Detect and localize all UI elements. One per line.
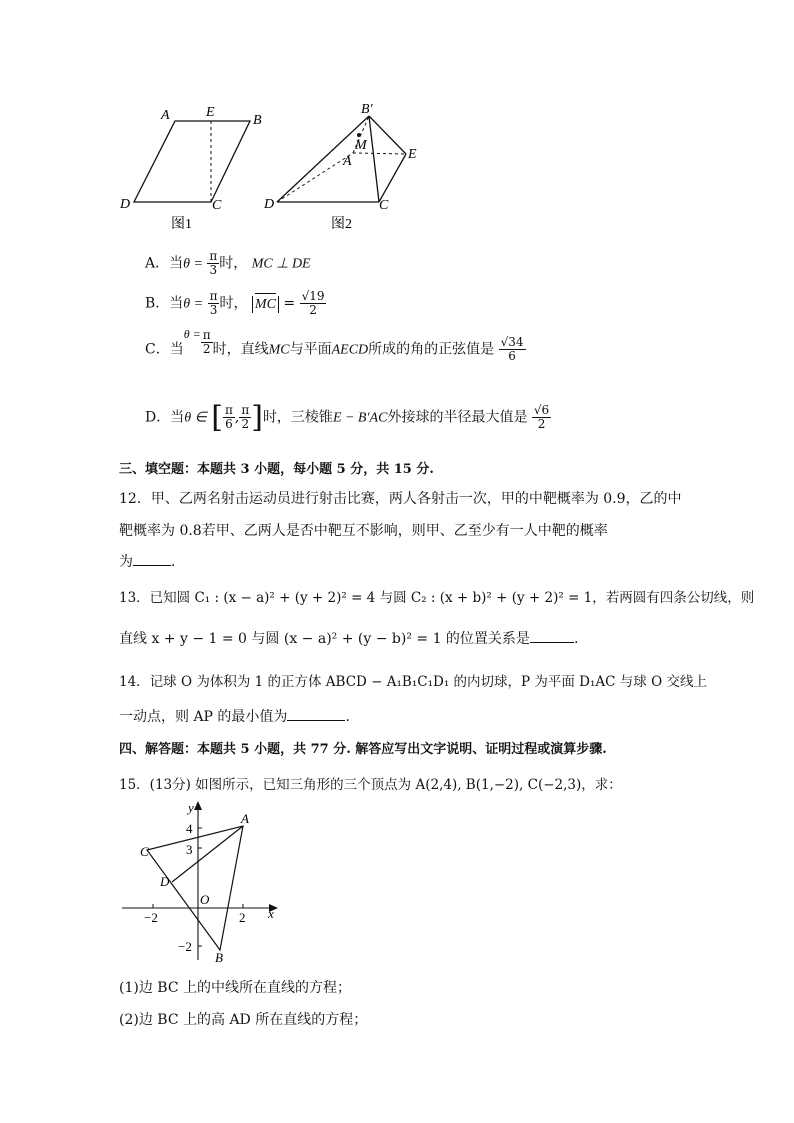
interval-comma: , <box>234 409 240 426</box>
q14-end: . <box>345 709 350 725</box>
option-a-frac <box>207 250 219 277</box>
frac-num: π <box>202 328 211 342</box>
option-a-statement: MC ⊥ DE <box>251 256 311 272</box>
label-b: B <box>253 113 262 128</box>
y-axis-arrow <box>194 801 202 810</box>
frac-den: 6 <box>508 349 516 363</box>
q12-prefix: 为 <box>119 554 133 570</box>
frac-num: π <box>241 403 250 417</box>
frac-den: 2 <box>537 417 546 431</box>
q12-line-2: 靶概率为 0.8若甲、乙两人是否中靶互不影响，则甲、乙至少有一人中靶的概率 <box>119 523 608 539</box>
frac-num: √34 <box>500 335 524 349</box>
origin-label: O <box>200 892 210 907</box>
point-m <box>357 133 361 137</box>
option-c-result <box>499 336 526 363</box>
interval-open: [ <box>211 400 223 435</box>
q14-answer-blank[interactable] <box>287 708 345 721</box>
vector-arrow <box>255 293 276 294</box>
option-d-tetrahedron: E − B′AC <box>332 410 388 426</box>
tick-label-x-pos: 2 <box>239 910 246 925</box>
q13-answer-blank[interactable] <box>530 630 574 643</box>
q12-answer-blank[interactable] <box>133 553 171 566</box>
option-b-theta: θ = <box>183 296 204 312</box>
option-b-result <box>300 290 327 317</box>
edge-bp-d <box>277 116 369 202</box>
q13-line-1: 13．已知圆 C₁ : (x − a)² + (y + 2)² = 4 与圆 C₂ : (x + b)² + (y + 2)² = 1，若两圆有四条公切线，则 <box>119 590 755 606</box>
edge-d-a <box>277 153 353 202</box>
option-c-t1: 与平面 <box>289 341 332 358</box>
option-c <box>145 327 526 363</box>
point-a-label: A <box>241 811 249 826</box>
label-c2: C <box>379 198 389 213</box>
edge-e-c <box>379 154 406 202</box>
frac-den: 3 <box>209 263 218 277</box>
option-d-frac2 <box>239 404 251 431</box>
option-d-theta: θ ∈ <box>184 410 207 426</box>
figure-2-caption: 图2 <box>331 217 352 232</box>
frac-num: √6 <box>533 403 550 417</box>
option-c-mid: 时，直线 <box>212 341 269 358</box>
vector-mc-magnitude <box>252 296 279 313</box>
option-a-prefix: A．当 <box>145 255 184 272</box>
tick-label-y3: 3 <box>186 842 193 857</box>
option-c-prefix: C．当 <box>145 341 184 358</box>
q14-line-2 <box>119 706 350 726</box>
option-a-theta: θ = <box>183 256 203 272</box>
label-e: E <box>206 105 215 120</box>
frac-num: π <box>209 249 218 263</box>
option-c-mc: MC <box>268 342 290 358</box>
tick-label-x-neg: −2 <box>144 910 158 925</box>
option-d-prefix: D．当 <box>145 409 185 426</box>
option-a <box>145 250 311 277</box>
option-b-frac <box>208 290 220 317</box>
label-d2: D <box>264 197 275 212</box>
figure-3-coordinate-plot <box>118 798 288 966</box>
q13-end: . <box>573 631 579 647</box>
label-c: C <box>212 198 222 213</box>
label-e2: E <box>408 147 417 162</box>
q15-sub-2: (2)边 BC 上的高 AD 所在直线的方程； <box>119 1012 368 1028</box>
tick-label-y-neg: −2 <box>178 939 192 954</box>
vector-mc: MC <box>254 296 276 312</box>
option-c-plane: AECD <box>331 342 369 358</box>
option-d-t2: 外接球的半径最大值是 <box>387 409 528 426</box>
option-d-mid: 时，三棱锥 <box>262 409 333 426</box>
option-c-t2: 所成的角的正弦值是 <box>368 341 495 358</box>
frac-den: 2 <box>309 303 317 317</box>
q15-sub-1: (1)边 BC 上的中线所在直线的方程； <box>119 980 351 996</box>
option-a-mid: 时， <box>219 255 248 272</box>
frac-den: 6 <box>225 417 233 431</box>
point-c-label: C <box>140 844 149 859</box>
edge-bp-e <box>369 116 406 154</box>
axis-y-label: y <box>188 800 194 815</box>
figure-1-caption: 图1 <box>171 217 192 232</box>
frac-num: π <box>209 289 218 303</box>
q12-line-1: 12．甲、乙两名射击运动员进行射击比赛，两人各射击一次，甲的中靶概率为 0.9，乙的中 <box>119 491 682 507</box>
q14-line-1: 14．记球 O 为体积为 1 的正方体 ABCD − A₁B₁C₁D₁ 的内切球，P 为平面 D₁AC 与球 O 交线上 <box>119 674 707 690</box>
section-3-heading: 三、填空题：本题共 3 小题，每小题 5 分，共 15 分. <box>119 462 434 477</box>
option-c-theta: θ = <box>183 327 201 341</box>
interval-close: ] <box>251 400 263 435</box>
section-4-heading: 四、解答题：本题共 5 小题，共 77 分. 解答应写出文字说明、证明过程或演算步骤. <box>119 742 607 757</box>
frac-num: √19 <box>301 289 325 303</box>
q13-text: 直线 x + y − 1 = 0 与圆 (x − a)² + (y − b)² = 1 的位置关系是 <box>119 631 530 647</box>
label-a2: A <box>343 154 352 169</box>
figure-2 <box>258 100 428 235</box>
parallelogram-abcd <box>134 121 250 202</box>
label-bp: B′ <box>361 102 373 117</box>
edge-bp-c <box>369 116 379 202</box>
option-d-frac1 <box>223 404 235 431</box>
frac-num: π <box>224 403 233 417</box>
point-b-label: B <box>215 950 223 965</box>
label-m: M <box>355 138 367 153</box>
option-b-mid: 时， <box>219 295 248 312</box>
option-d <box>145 400 551 435</box>
option-c-frac <box>201 329 213 356</box>
edge-a-e <box>353 153 406 154</box>
option-b-prefix: B．当 <box>145 295 184 312</box>
q15-line-1: 15．(13分) 如图所示，已知三角形的三个顶点为 A(2,4), B(1,−2), C(−2,3)，求： <box>119 777 622 793</box>
figure-1 <box>115 100 265 235</box>
label-a: A <box>161 108 170 123</box>
label-d: D <box>120 197 131 212</box>
q12-line-3 <box>119 551 175 571</box>
q14-text: 一动点，则 AP 的最小值为 <box>119 709 288 725</box>
option-d-result <box>532 404 551 431</box>
axis-x-label: x <box>268 906 274 921</box>
point-d-label: D <box>160 874 170 889</box>
q13-line-2 <box>119 628 578 648</box>
q12-end: . <box>171 554 176 570</box>
option-b <box>145 290 326 317</box>
tick-label-y4: 4 <box>186 821 193 836</box>
option-b-eq: = <box>283 295 296 312</box>
frac-den: 2 <box>202 342 211 356</box>
frac-den: 2 <box>241 417 250 431</box>
frac-den: 3 <box>209 303 218 317</box>
option-c-theta-frac <box>184 328 201 341</box>
